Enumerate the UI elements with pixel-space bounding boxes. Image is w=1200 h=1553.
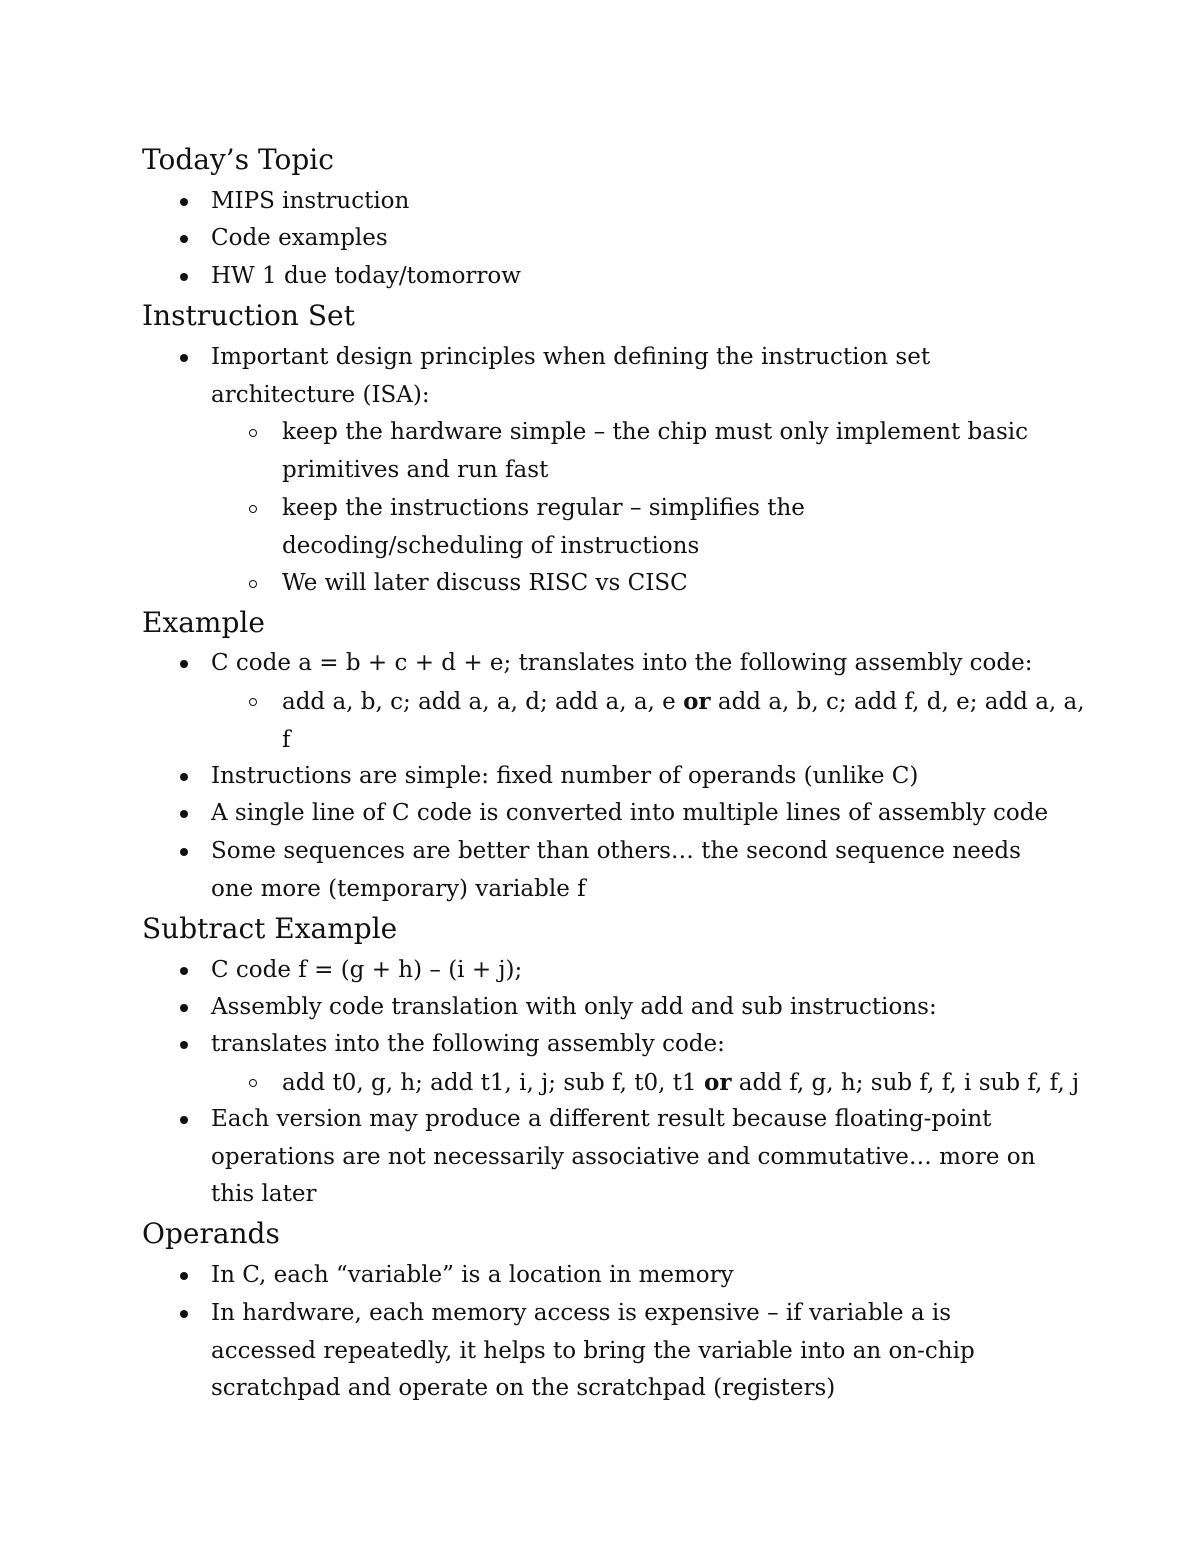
sub-list-item: keep the instructions regular – simplifies the decoding/scheduling of instructions (282, 490, 1072, 565)
bullet-icon (180, 273, 188, 281)
heading-operands: Operands (142, 1217, 280, 1250)
heading-instruction-set: Instruction Set (142, 299, 355, 332)
list-item: Instructions are simple: fixed number of operands (unlike C) (211, 758, 1071, 796)
sub-list-item: add t0, g, h; add t1, i, j; sub f, t0, t1 or add f, g, h; sub f, f, i sub f, f, j (282, 1064, 1072, 1103)
list-item: HW 1 due today/tomorrow (211, 258, 1071, 296)
list-item: Important design principles when defining the instruction set architecture (ISA): (211, 339, 1071, 414)
list-item: C code a = b + c + d + e; translates into the following assembly code: (211, 645, 1071, 683)
bullet-icon (180, 773, 188, 781)
bullet-icon (180, 660, 188, 668)
circle-bullet-icon (249, 580, 257, 588)
bullet-icon (180, 1041, 188, 1049)
circle-bullet-icon (249, 698, 257, 706)
bullet-icon (180, 967, 188, 975)
bullet-icon (180, 354, 188, 362)
bullet-icon (180, 198, 188, 206)
bullet-icon (180, 810, 188, 818)
list-item: C code f = (g + h) – (i + j); (211, 952, 1071, 990)
heading-subtract-example: Subtract Example (142, 912, 398, 945)
sub-list-item: add a, b, c; add a, a, d; add a, a, e or add a, b, c; add f, d, e; add a, a, f (282, 683, 1072, 759)
sub-list-item: We will later discuss RISC vs CISC (282, 565, 1072, 603)
heading-todays-topic: Today’s Topic (142, 143, 334, 176)
bullet-icon (180, 1004, 188, 1012)
sub-list-item: keep the hardware simple – the chip must only implement basic primitives and run fast (282, 414, 1072, 489)
list-item: Each version may produce a different result because floating-point operations are not necessarily associative and commutative… more on this later (211, 1101, 1071, 1214)
circle-bullet-icon (249, 505, 257, 513)
circle-bullet-icon (249, 429, 257, 437)
list-item: translates into the following assembly code: (211, 1026, 1071, 1064)
list-item: Assembly code translation with only add and sub instructions: (211, 989, 1071, 1027)
circle-bullet-icon (249, 1079, 257, 1087)
bullet-icon (180, 1116, 188, 1124)
bullet-icon (180, 1310, 188, 1318)
list-item: Code examples (211, 220, 1071, 258)
list-item: A single line of C code is converted into multiple lines of assembly code (211, 795, 1071, 833)
bullet-icon (180, 848, 188, 856)
list-item: In hardware, each memory access is expensive – if variable a is accessed repeatedly, it helps to bring the variable into an on-chip scratchpad and operate on the scratchpad (registers) (211, 1295, 1071, 1408)
list-item: Some sequences are better than others… the second sequence needs one more (temporary) variable f (211, 833, 1071, 908)
bullet-icon (180, 1272, 188, 1280)
list-item: In C, each “variable” is a location in memory (211, 1257, 1071, 1295)
list-item: MIPS instruction (211, 183, 1071, 221)
heading-example: Example (142, 606, 265, 639)
bullet-icon (180, 235, 188, 243)
